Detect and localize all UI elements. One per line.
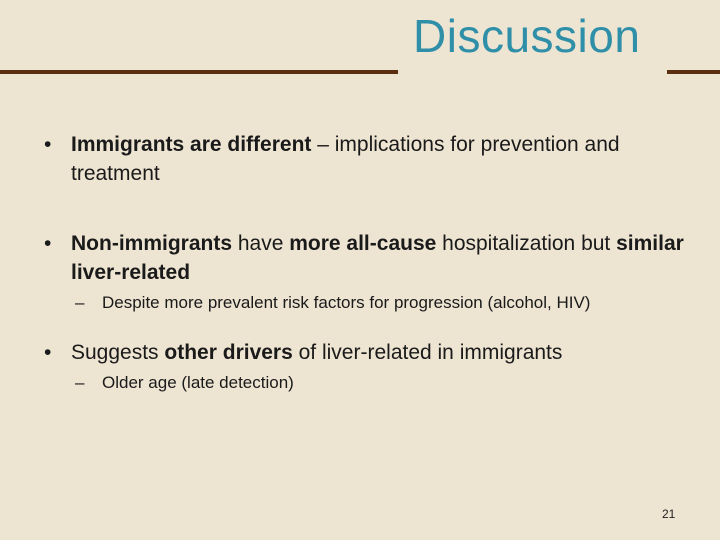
title-rule-right bbox=[667, 70, 720, 74]
sub-bullet-item-1 bbox=[75, 292, 705, 314]
bold-text: similar liver-related bbox=[71, 232, 684, 284]
sub-bullet-dash: – bbox=[75, 293, 85, 312]
bold-text: Immigrants are different bbox=[71, 133, 312, 156]
bullet-item-2 bbox=[44, 229, 684, 287]
page-number: 21 bbox=[662, 507, 676, 521]
bullet-dot: • bbox=[44, 341, 52, 364]
bullet-dot: • bbox=[44, 232, 52, 255]
sub-bullet-text: Despite more prevalent risk factors for progression (alcohol, HIV) bbox=[102, 293, 591, 312]
sub-bullet-text: Older age (late detection) bbox=[102, 373, 294, 392]
sub-bullet-item-2 bbox=[75, 372, 705, 394]
bold-text: other drivers bbox=[164, 341, 293, 364]
bullet-item-3 bbox=[44, 338, 684, 367]
slide-title: Discussion bbox=[413, 10, 641, 62]
sub-bullet-dash: – bbox=[75, 373, 85, 392]
bullet-dot: • bbox=[44, 133, 52, 156]
bullet-text: Immigrants are different – implications for prevention and treatment bbox=[71, 133, 620, 185]
bold-text: more all-cause bbox=[289, 232, 437, 255]
bullet-text: Non-immigrants have more all-cause hospitalization but similar liver-related bbox=[71, 232, 684, 284]
bullet-text: Suggests other drivers of liver-related in immigrants bbox=[71, 341, 563, 364]
title-rule-left bbox=[0, 70, 398, 74]
bold-text: Non-immigrants bbox=[71, 232, 233, 255]
bullet-item-1 bbox=[44, 130, 684, 188]
